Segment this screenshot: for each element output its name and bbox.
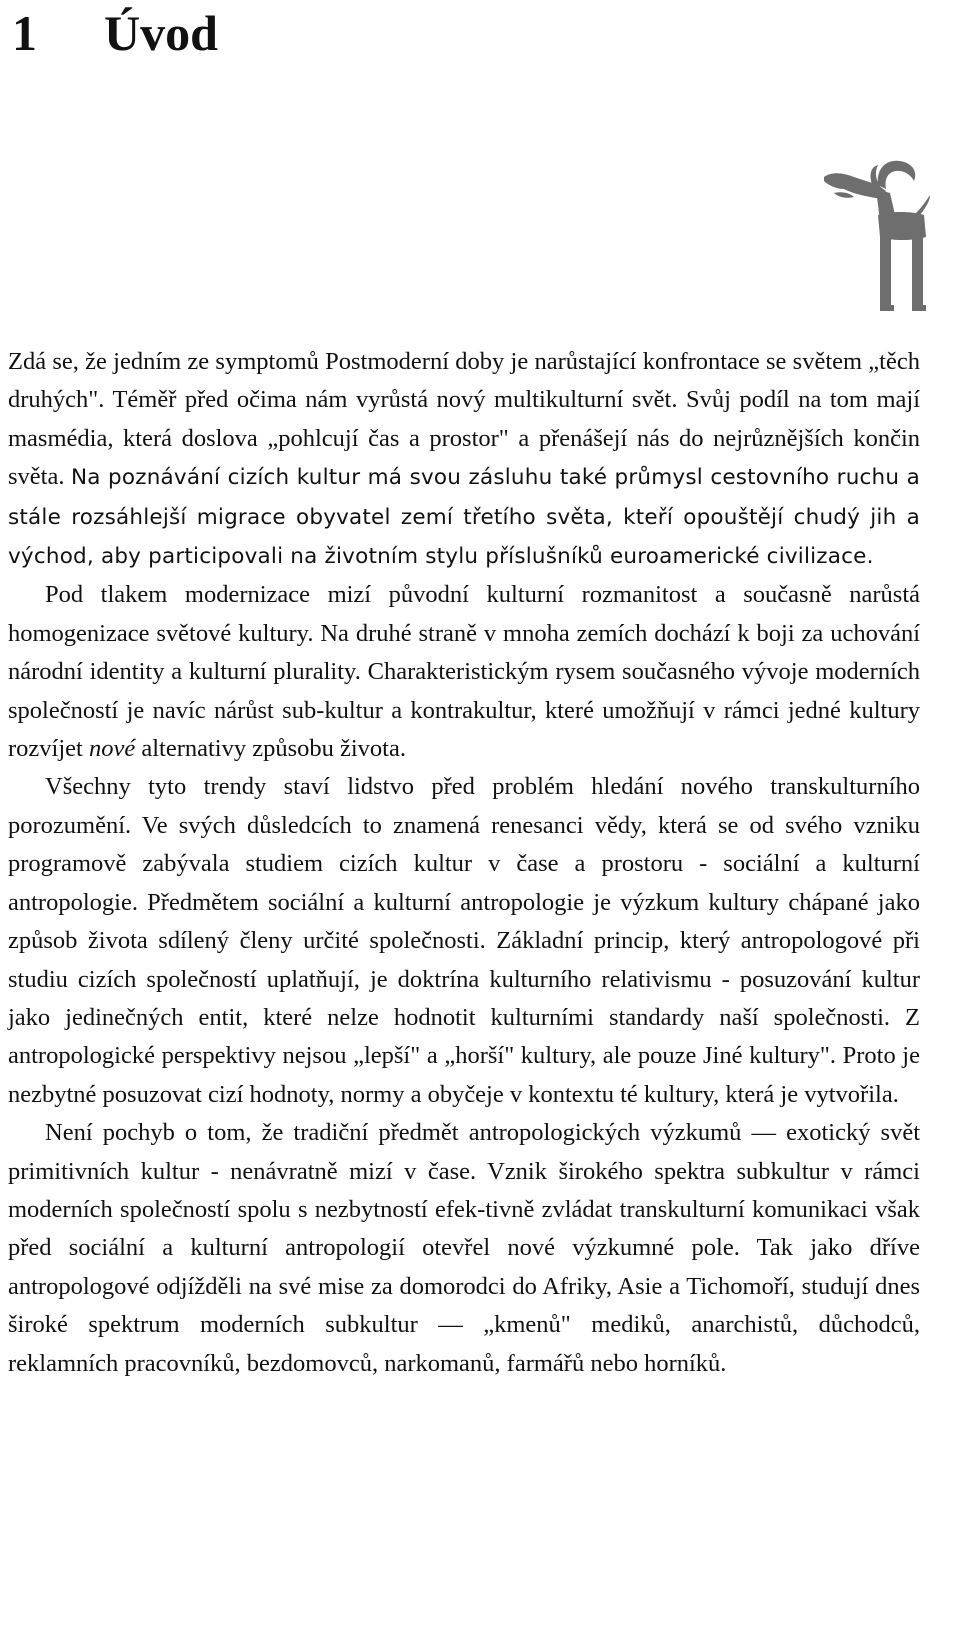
goat-figure-icon bbox=[820, 155, 932, 315]
chapter-title: Úvod bbox=[104, 5, 218, 61]
paragraph-modernization bbox=[8, 576, 920, 768]
chapter-body bbox=[8, 343, 920, 1383]
paragraph-anthropology: Všechny tyto trendy staví lidstvo před problém hledání nového transkulturního porozumění. Ve svých důsledcích to znamená renesanci vědy, která se od svého vzniku programově zabývala studiem cizích kultur v čase a prostoru - sociální a kulturní antropologie. Předmětem sociální a kulturní antropologie je výzkum kultury chápané jako způsob života sdílený členy určité společnosti. Základní princip, který antropologové při studiu cizích společností uplatňují, je doktrína kulturního relativismu - posuzování kultur jako jedinečných entit, které nelze hodnotit kulturními standardy naší společnosti. Z antropologické perspektivy nejsou „lepší" a „horší" kultury, ale pouze Jiné kultury". Proto je nezbytné posuzovat cizí hodnoty, normy a obyčeje v kontextu té kultury, která je vytvořila. bbox=[8, 773, 920, 1108]
paragraph-intro-sans-text: Na poznávání cizích kultur má svou zásluhu také průmysl cestovního ruchu a stále rozsáhlejší migrace obyvatel zemí třetího světa, kteří opouštějí chudý jih a východ, aby participovali na životním stylu příslušníků euroamerické civilizace. bbox=[8, 465, 920, 570]
paragraph-modernization-text-after: alternativy způsobu života. bbox=[135, 735, 406, 763]
paragraph-subcultures: Není pochyb o tom, že tradiční předmět antropologických výzkumů — exotický svět primitivních kultur - nenávratně mizí v čase. Vznik širokého spektra subkultur v rámci moderních společností spolu s nezbytností efek-tivně zvládat transkulturní komunikaci však před sociální a kulturní antropologií otevřel nové výzkumné pole. Tak jako dříve antropologové odjížděli na své mise za domorodci do Afriky, Asie a Tichomoří, studují dnes široké spektrum moderních subkultur — „kmenů" mediků, anarchistů, důchodců, reklamních pracovníků, bezdomovců, narkomanů, farmářů nebo horníků. bbox=[8, 1119, 920, 1377]
chapter-number: 1 bbox=[12, 5, 37, 61]
chapter-heading bbox=[12, 0, 218, 66]
paragraph-intro bbox=[8, 343, 920, 576]
paragraph-intro-serif-text: Zdá se, že jedním ze symptomů Postmoderní doby je narůstající konfrontace se světem „těch druhých". Téměř před očima nám vyrůstá nový multikulturní svět. Svůj podíl na tom mají masmédia, která doslova „pohlcují čas a prostor" a přenášejí nás do nejrůznějších končin světa. bbox=[8, 348, 920, 491]
paragraph-modernization-italic: nové bbox=[88, 735, 136, 763]
paragraph-modernization-text-before: Pod tlakem modernizace mizí původní kulturní rozmanitost a současně narůstá homogenizace světové kultury. Na druhé straně v mnoha zemích dochází k boji za uchování národní identity a kulturní plurality. Charakteristickým rysem současného vývoje moderních společností je navíc nárůst sub-kultur a kontrakultur, které umožňují v rámci jedné kultury rozvíjet bbox=[8, 581, 920, 763]
